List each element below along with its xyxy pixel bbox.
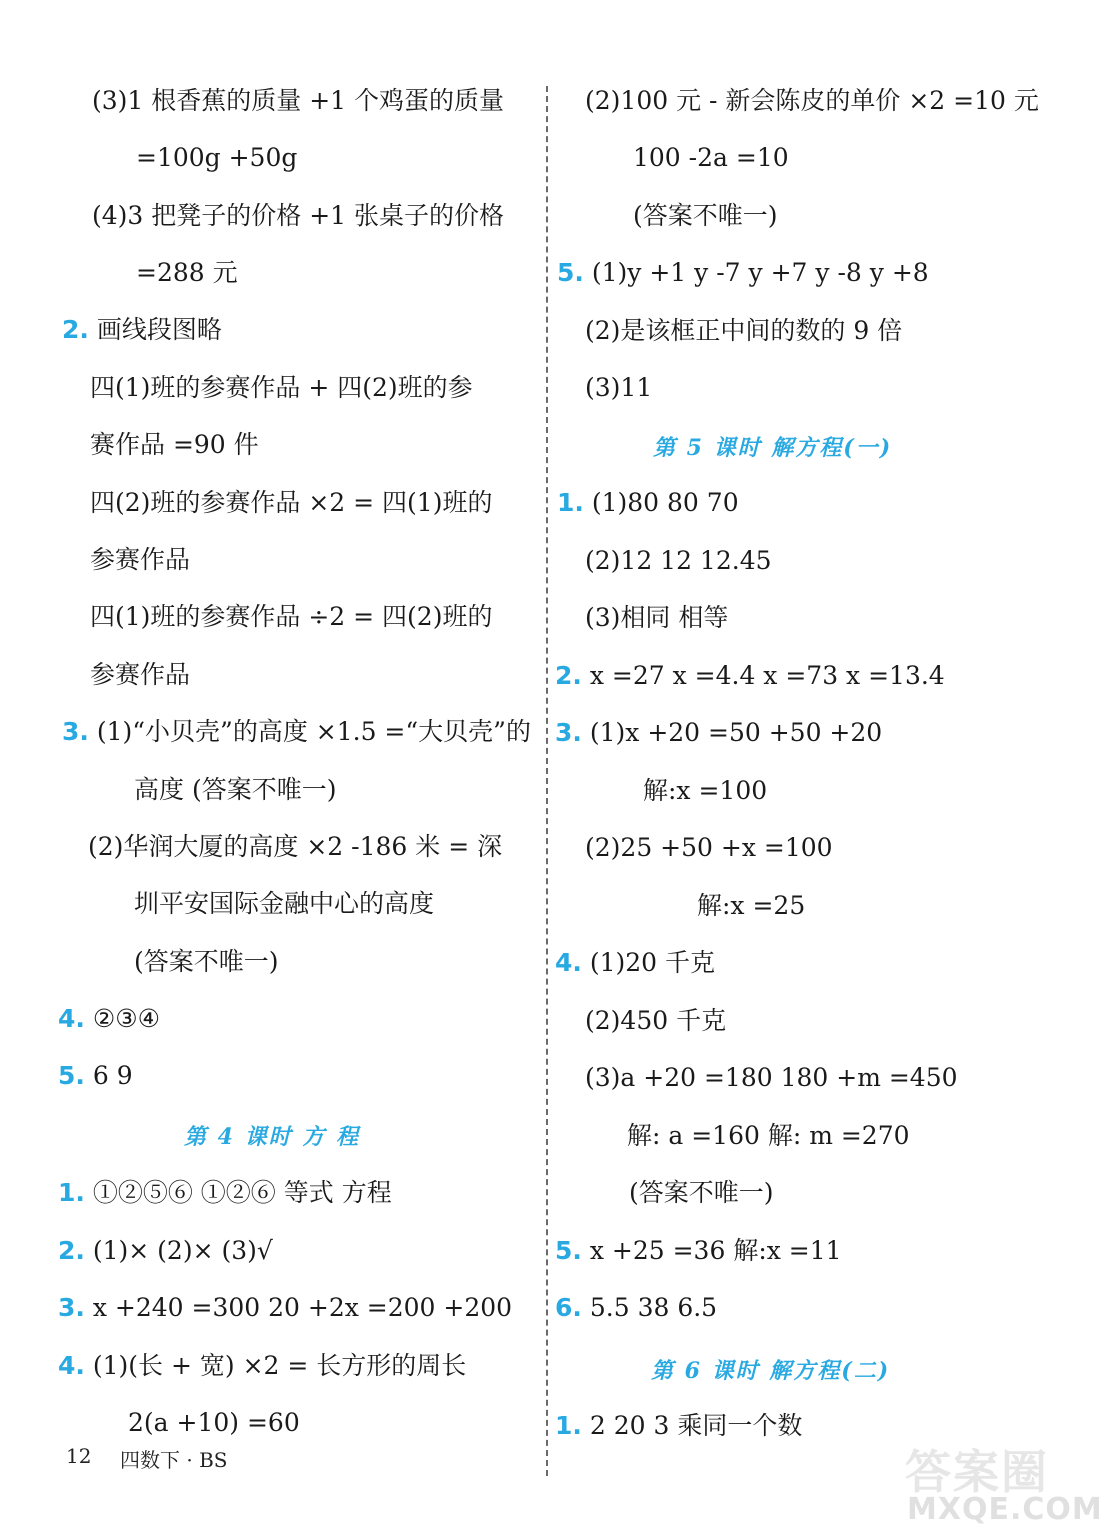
answer-line: (2)华润大厦的高度 ×2 -186 米 = 深 — [88, 832, 503, 861]
question-3: 3. (1)“小贝壳”的高度 ×1.5 =“大贝壳”的 — [62, 717, 531, 746]
question-3: 3. (1)x +20 =50 +50 +20 — [555, 718, 883, 747]
lesson-heading: 第 5 课时 解方程(一) — [653, 435, 893, 461]
answer-line: (2)450 千克 — [585, 1006, 727, 1035]
answer-line: (2)是该框正中间的数的 9 倍 — [585, 316, 903, 345]
question-number: 2. — [555, 661, 582, 690]
question-4: 4. ②③④ — [58, 1004, 161, 1033]
question-number: 1. — [58, 1178, 85, 1207]
question-2: 2. (1)× (2)× (3)√ — [58, 1236, 273, 1265]
question-number: 4. — [58, 1004, 85, 1033]
answer-line: 100 -2a =10 — [633, 143, 789, 172]
question-number: 3. — [58, 1293, 85, 1322]
question-number: 4. — [555, 948, 582, 977]
question-5: 5. 6 9 — [58, 1061, 133, 1090]
lesson-heading: 第 6 课时 解方程(二) — [651, 1358, 891, 1384]
question-3: 3. x +240 =300 20 +2x =200 +200 — [58, 1293, 513, 1322]
answer-line: (4)3 把凳子的价格 +1 张桌子的价格 — [92, 201, 505, 230]
answer-line: (3)a +20 =180 180 +m =450 — [585, 1063, 958, 1092]
question-number: 2. — [62, 315, 89, 344]
answer-line: 2(a +10) =60 — [128, 1408, 300, 1437]
answer-line: 参赛作品 — [90, 660, 191, 689]
question-1: 1. ①②⑤⑥ ①②⑥ 等式 方程 — [58, 1178, 392, 1207]
answer-line: (3)11 — [585, 373, 653, 402]
watermark-top: 答案圈 — [905, 1445, 1049, 1499]
answer-line: 四(2)班的参赛作品 ×2 = 四(1)班的 — [90, 488, 493, 517]
answer-line: 解: a =160 解: m =270 — [627, 1121, 910, 1150]
question-number: 3. — [62, 717, 89, 746]
question-number: 4. — [58, 1351, 85, 1380]
column-divider — [546, 86, 548, 1476]
answer-line: 圳平安国际金融中心的高度 — [134, 889, 435, 918]
answer-line: (2)12 12 12.45 — [585, 546, 772, 575]
question-6: 6. 5.5 38 6.5 — [555, 1293, 718, 1322]
answer-line: 高度 (答案不唯一) — [134, 775, 337, 804]
question-number: 1. — [555, 1411, 582, 1440]
question-number: 2. — [58, 1236, 85, 1265]
question-number: 5. — [557, 258, 584, 287]
answer-line: (2)25 +50 +x =100 — [585, 833, 833, 862]
question-4: 4. (1)(长 + 宽) ×2 = 长方形的周长 — [58, 1351, 467, 1380]
answer-line: (3)1 根香蕉的质量 +1 个鸡蛋的质量 — [92, 86, 505, 115]
question-number: 1. — [557, 488, 584, 517]
question-number: 5. — [555, 1236, 582, 1265]
question-number: 6. — [555, 1293, 582, 1322]
watermark-logo — [905, 1436, 1103, 1532]
answer-line: (2)100 元 - 新会陈皮的单价 ×2 =10 元 — [585, 86, 1039, 115]
question-number: 5. — [58, 1061, 85, 1090]
answer-line: 四(1)班的参赛作品 ÷2 = 四(2)班的 — [90, 602, 493, 631]
question-number: 3. — [555, 718, 582, 747]
answer-line: 解:x =100 — [643, 776, 768, 805]
question-2: 2. 画线段图略 — [62, 315, 222, 344]
lesson-heading: 第 4 课时 方 程 — [184, 1124, 360, 1150]
answer-line: 赛作品 =90 件 — [90, 430, 259, 459]
watermark-bottom: MXQE.COM — [907, 1492, 1103, 1527]
question-1: 1. 2 20 3 乘同一个数 — [555, 1411, 803, 1440]
question-5: 5. x +25 =36 解:x =11 — [555, 1236, 842, 1265]
page-number: 12 — [66, 1444, 92, 1468]
question-2: 2. x =27 x =4.4 x =73 x =13.4 — [555, 661, 945, 690]
answer-line: (答案不唯一) — [134, 947, 279, 976]
answer-line: (答案不唯一) — [633, 201, 778, 230]
question-5: 5. (1)y +1 y -7 y +7 y -8 y +8 — [557, 258, 929, 287]
answer-line: (3)相同 相等 — [585, 603, 729, 632]
answer-line: 解:x =25 — [697, 891, 806, 920]
question-4: 4. (1)20 千克 — [555, 948, 716, 977]
answer-line: =100g +50g — [136, 143, 298, 172]
answer-line: =288 元 — [136, 258, 238, 287]
question-1: 1. (1)80 80 70 — [557, 488, 739, 517]
answer-line: (答案不唯一) — [629, 1178, 774, 1207]
answer-line: 参赛作品 — [90, 545, 191, 574]
book-label: 四数下 · BS — [120, 1448, 228, 1472]
answer-line: 四(1)班的参赛作品 + 四(2)班的参 — [90, 373, 473, 402]
